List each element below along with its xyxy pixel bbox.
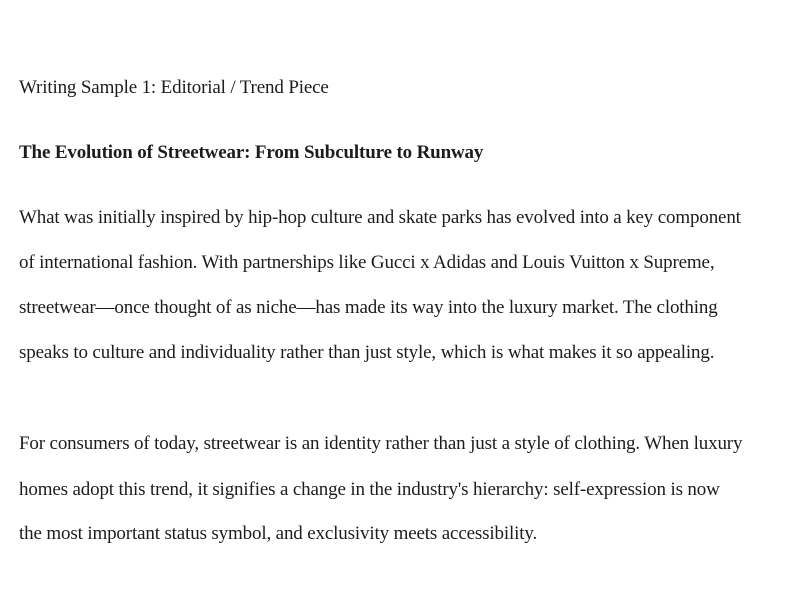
paragraph-line: What was initially inspired by hip-hop culture and skate parks has evolved into a key component — [19, 207, 741, 228]
paragraph-line: For consumers of today, streetwear is an identity rather than just a style of clothing. When luxury — [19, 433, 743, 454]
sample-label: Writing Sample 1: Editorial / Trend Piece — [19, 77, 329, 98]
article-title: The Evolution of Streetwear: From Subculture to Runway — [19, 142, 484, 163]
paragraph-line: homes adopt this trend, it signifies a change in the industry's hierarchy: self-expression is now — [19, 479, 720, 500]
paragraph-line: of international fashion. With partnerships like Gucci x Adidas and Louis Vuitton x Supreme, — [19, 252, 715, 273]
paragraph-line: the most important status symbol, and exclusivity meets accessibility. — [19, 523, 538, 544]
paragraph-line: streetwear—once thought of as niche—has made its way into the luxury market. The clothing — [19, 297, 718, 318]
paragraph-line: speaks to culture and individuality rather than just style, which is what makes it so appealing. — [19, 342, 715, 363]
